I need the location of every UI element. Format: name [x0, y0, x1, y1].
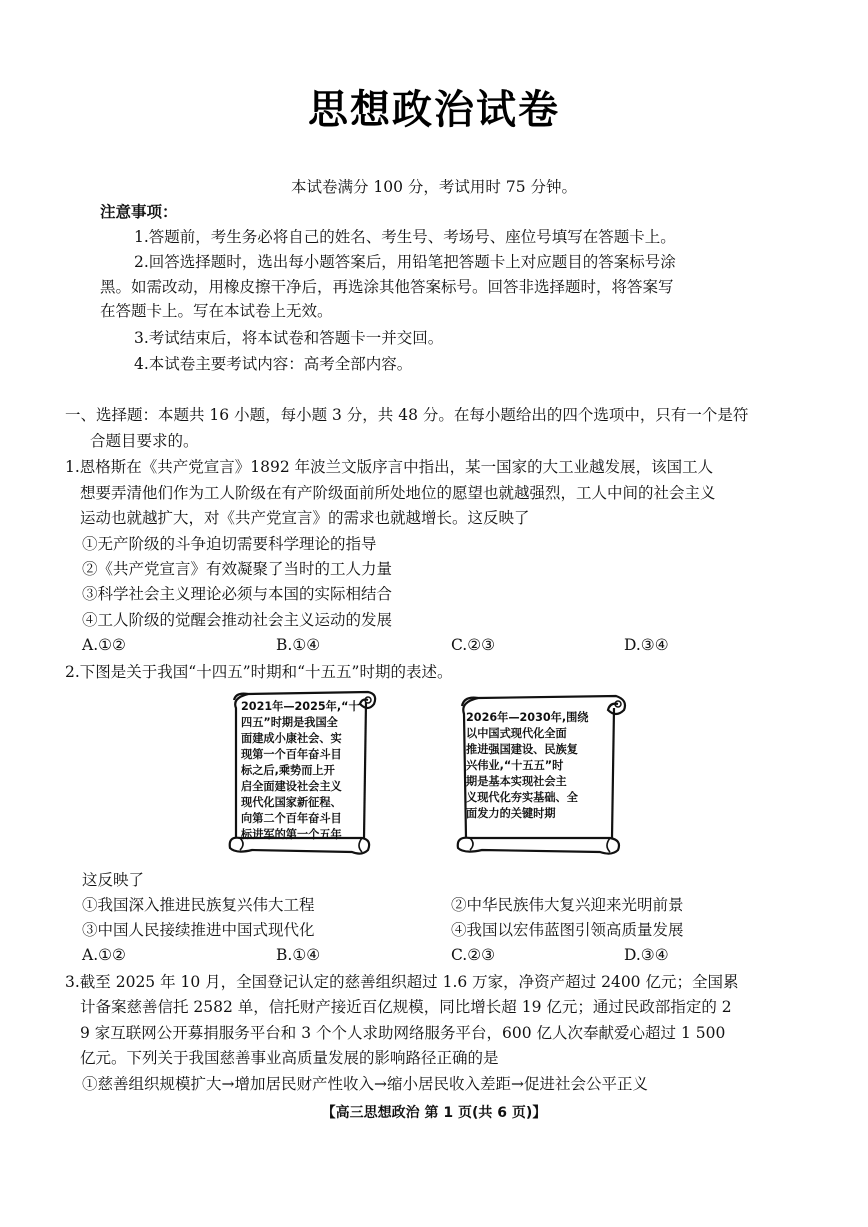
scroll-left-line: 标之后,乘势而上开: [241, 764, 335, 777]
notice-item: 黑。如需改动，用橡皮擦干净后，再选涂其他答案标号。回答非选择题时，将答案写: [100, 278, 674, 296]
scroll-right-line: 面发力的关键时期: [466, 807, 556, 820]
q2-choice-c: C.②③: [451, 946, 496, 964]
q1-option: ③科学社会主义理论必须与本国的实际相结合: [82, 585, 393, 603]
scroll-right-line: 以中国式现代化全面: [466, 727, 567, 740]
notice-item: 在答题卡上。写在本试卷上无效。: [100, 302, 333, 320]
q3-stem: 9 家互联网公开募捐服务平台和 3 个个人求助网络服务平台，600 亿人次奉献爱心超过 1 500: [80, 1024, 726, 1042]
scroll-left-line: 标进军的第一个五年: [241, 828, 342, 841]
scroll-right-line: 期是基本实现社会主: [466, 775, 567, 788]
notice-item: 4.本试卷主要考试内容：高考全部内容。: [134, 355, 413, 373]
scroll-right-line: 义现代化夯实基础、全: [466, 791, 578, 804]
scroll-right-line: 兴伟业,“十五五”时: [466, 759, 564, 772]
notice-item: 3.考试结束后，将本试卷和答题卡一并交回。: [134, 329, 444, 347]
scroll-left-line: 2021年—2025年,“十: [241, 700, 360, 713]
scroll-right-line: 推进强国建设、民族复: [466, 743, 578, 756]
exam-info: 本试卷满分 100 分，考试用时 75 分钟。: [290, 178, 578, 196]
q2-option: ④我国以宏伟蓝图引领高质量发展: [451, 921, 684, 939]
q1-choice-c: C.②③: [451, 636, 496, 654]
q2-reflect: 这反映了: [82, 871, 145, 889]
q2-option: ③中国人民接续推进中国式现代化: [82, 921, 315, 939]
scroll-left-line: 向第二个百年奋斗目: [241, 812, 342, 825]
q2-choice-b: B.①④: [276, 946, 321, 964]
scroll-left-text: [241, 699, 360, 843]
q3-stem: 亿元。下列关于我国慈善事业高质量发展的影响路径正确的是: [80, 1049, 499, 1067]
page-title: 思想政治试卷: [308, 87, 560, 133]
q1-choice-b: B.①④: [276, 636, 321, 654]
q1-stem: 想要弄清他们作为工人阶级在有产阶级面前所处地位的愿望也就越强烈，工人中间的社会主义: [80, 484, 716, 502]
scroll-left-line: 面建成小康社会、实: [241, 732, 342, 745]
q1-choice-a: A.①②: [82, 636, 126, 654]
notice-item: 2.回答选择题时，选出每小题答案后，用铅笔把答题卡上对应题目的答案标号涂: [134, 253, 676, 271]
q2-choice-a: A.①②: [82, 946, 126, 964]
notice-item: 1.答题前，考生务必将自己的姓名、考生号、考场号、座位号填写在答题卡上。: [134, 228, 676, 246]
scroll-left-line: 现第一个百年奋斗目: [241, 748, 342, 761]
q1-stem: 1.恩格斯在《共产党宣言》1892 年波兰文版序言中指出，某一国家的大工业越发展，该国工人: [65, 458, 714, 476]
q1-stem: 运动也就越扩大，对《共产党宣言》的需求也就越增长。这反映了: [80, 509, 530, 527]
q1-option: ①无产阶级的斗争迫切需要科学理论的指导: [82, 535, 377, 553]
q1-option: ④工人阶级的觉醒会推动社会主义运动的发展: [82, 611, 393, 629]
scroll-left-line: 启全面建设社会主义: [241, 780, 342, 793]
q1-choice-d: D.③④: [624, 636, 669, 654]
q2-option: ②中华民族伟大复兴迎来光明前景: [451, 896, 684, 914]
scroll-right-line: 2026年—2030年,围绕: [466, 711, 589, 724]
scroll-right-text: [466, 710, 588, 822]
q2-option: ①我国深入推进民族复兴伟大工程: [82, 896, 315, 914]
notice-heading: 注意事项：: [100, 203, 178, 221]
q3-stem: 计备案慈善信托 2582 单，信托财产接近百亿规模，同比增长超 19 亿元；通过民政部指定的 2: [80, 998, 732, 1016]
q3-stem: 3.截至 2025 年 10 月，全国登记认定的慈善组织超过 1.6 万家，净资产超过 2400 亿元；全国累: [65, 973, 739, 991]
section-heading-cont: 合题目要求的。: [90, 432, 199, 450]
page-footer: 【高三思想政治 第 1 页(共 6 页)】: [321, 1105, 547, 1121]
q1-option: ②《共产党宣言》有效凝聚了当时的工人力量: [82, 560, 393, 578]
scroll-left-line: 现代化国家新征程、: [241, 796, 342, 809]
scroll-left-line: 四五”时期是我国全: [241, 716, 338, 729]
q2-choice-d: D.③④: [624, 946, 669, 964]
section-heading: 一、选择题：本题共 16 小题，每小题 3 分，共 48 分。在每小题给出的四个选项中，只有一个是符: [65, 406, 749, 424]
q3-option: ①慈善组织规模扩大→增加居民财产性收入→缩小居民收入差距→促进社会公平正义: [82, 1075, 648, 1093]
q2-stem: 2.下图是关于我国“十四五”时期和“十五五”时期的表述。: [65, 663, 453, 681]
